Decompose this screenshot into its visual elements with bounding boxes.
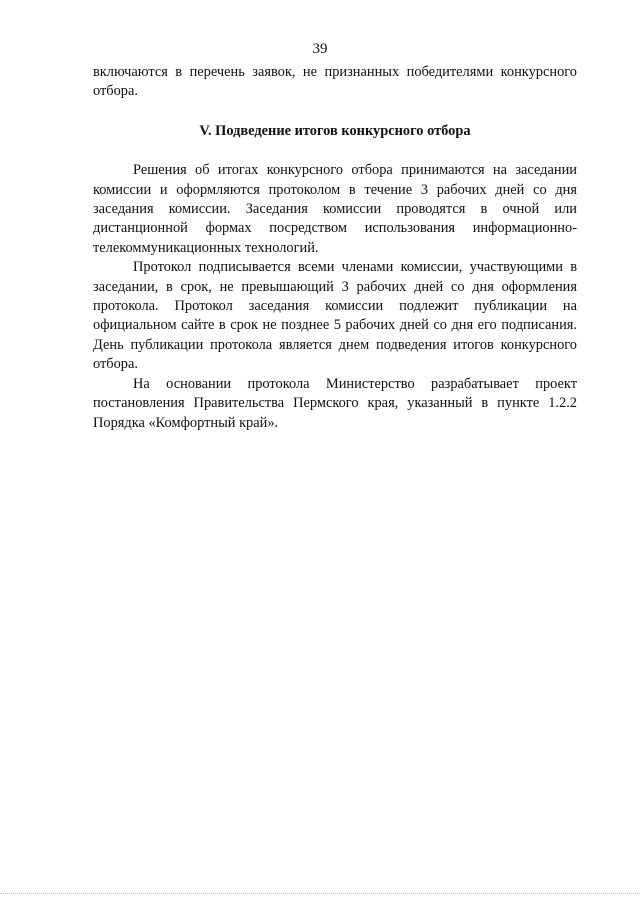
continuation-paragraph: включаются в перечень заявок, не признанных победителями конкурсного отбора. (93, 64, 577, 100)
paragraph-ministry: На основании протокола Министерство разрабатывает проект постановления Правительства Пермского края, указанный в пункте 1.2.2 Порядка «Комфортный край». (93, 375, 577, 431)
paragraph-protocol: Протокол подписывается всеми членами комиссии, участвующими в заседании, в срок, не превышающий 3 рабочих дней со дня оформления протокола. Протокол заседания комиссии подлежит публикации на официальном сайте в срок не позднее 5 рабочих дней со дня его подписания. День публикации протокола является днем подведения итогов конкурсного отбора. (93, 259, 577, 373)
page-number: 39 (312, 41, 328, 57)
footer-divider (0, 893, 640, 894)
section-heading: V. Подведение итогов конкурсного отбора (199, 122, 471, 139)
document-body (93, 63, 577, 433)
paragraph-decisions: Решения об итогах конкурсного отбора принимаются на заседании комиссии и оформляются протоколом в течение 3 рабочих дней со дня заседания комиссии. Заседания комиссии проводятся в очной или дистанционной формах посредством использования информационно-телекоммуникационных технологий. (93, 162, 577, 256)
